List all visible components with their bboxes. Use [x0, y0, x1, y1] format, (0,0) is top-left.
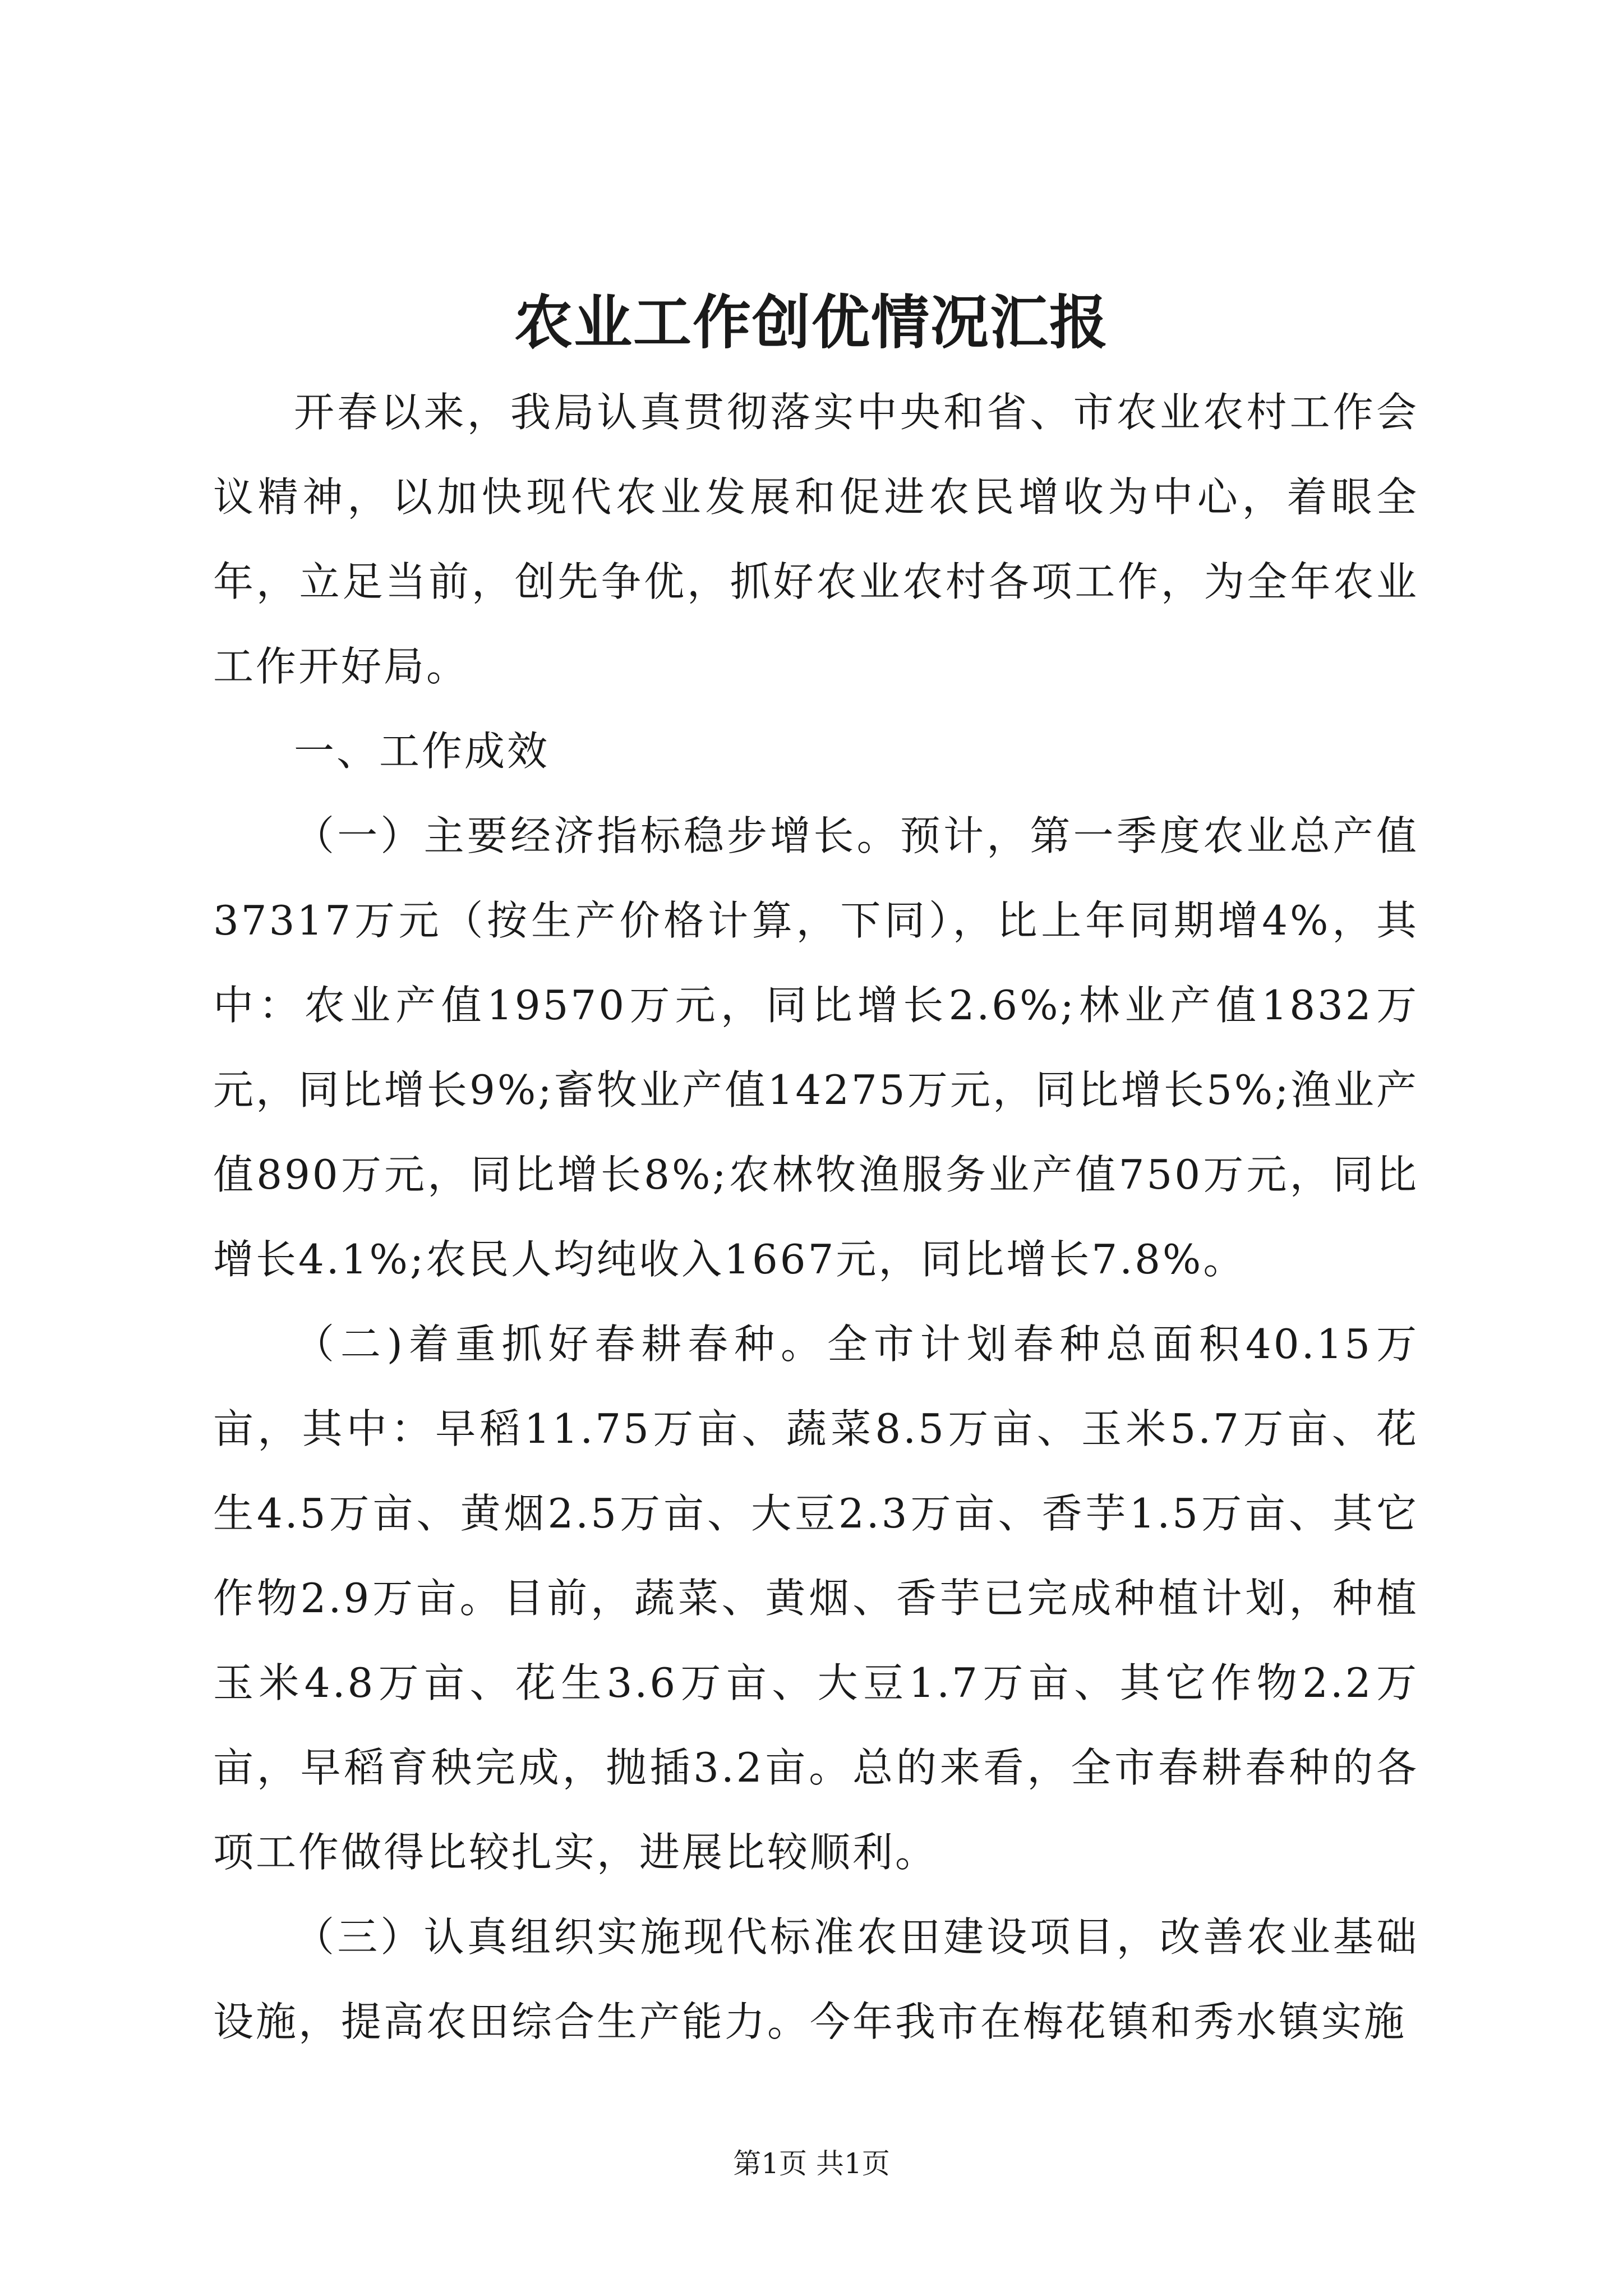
intro-paragraph: 开春以来，我局认真贯彻落实中央和省、市农业农村工作会议精神，以加快现代农业发展和促进农民增收为中心，着眼全年，立足当前，创先争优，抓好农业农村各项工作，为全年农业工作开好局。 [213, 389, 1419, 690]
paragraph-farmland-project: （三）认真组织实施现代标准农田建设项目，改善农业基础设施，提高农田综合生产能力。今年我市在梅花镇和秀水镇实施 [213, 1913, 1419, 2045]
section-heading: 一、工作成效 [294, 728, 550, 775]
page-footer: 第1页 共1页 [733, 2147, 890, 2180]
paragraph-economic-indicators: （一）主要经济指标稳步增长。预计，第一季度农业总产值37317万元（按生产价格计算，下同），比上年同期增4%，其中：农业产值19570万元，同比增长2.6%;林业产值1832万元，同比增长9%;畜牧业产值14275万元，同比增长5%;渔业产值890万元，同比增长8%;农林牧渔服务业产值750万元，同比增长4.1%;农民人均纯收入1667元，同比增长7.8%。 [213, 812, 1419, 1283]
document-title: 农业工作创优情况汇报 [514, 288, 1109, 357]
paragraph-spring-planting: （二)着重抓好春耕春种。全市计划春种总面积40.15万亩，其中：早稻11.75万亩、蔬菜8.5万亩、玉米5.7万亩、花生4.5万亩、黄烟2.5万亩、大豆2.3万亩、香芋1.5万亩、其它作物2.9万亩。目前，蔬菜、黄烟、香芋已完成种植计划，种植玉米4.8万亩、花生3.6万亩、大豆1.7万亩、其它作物2.2万亩，早稻育秧完成，抛插3.2亩。总的来看，全市春耕春种的各项工作做得比较扎实，进展比较顺利。 [213, 1320, 1419, 1876]
document-body [213, 370, 1419, 2064]
